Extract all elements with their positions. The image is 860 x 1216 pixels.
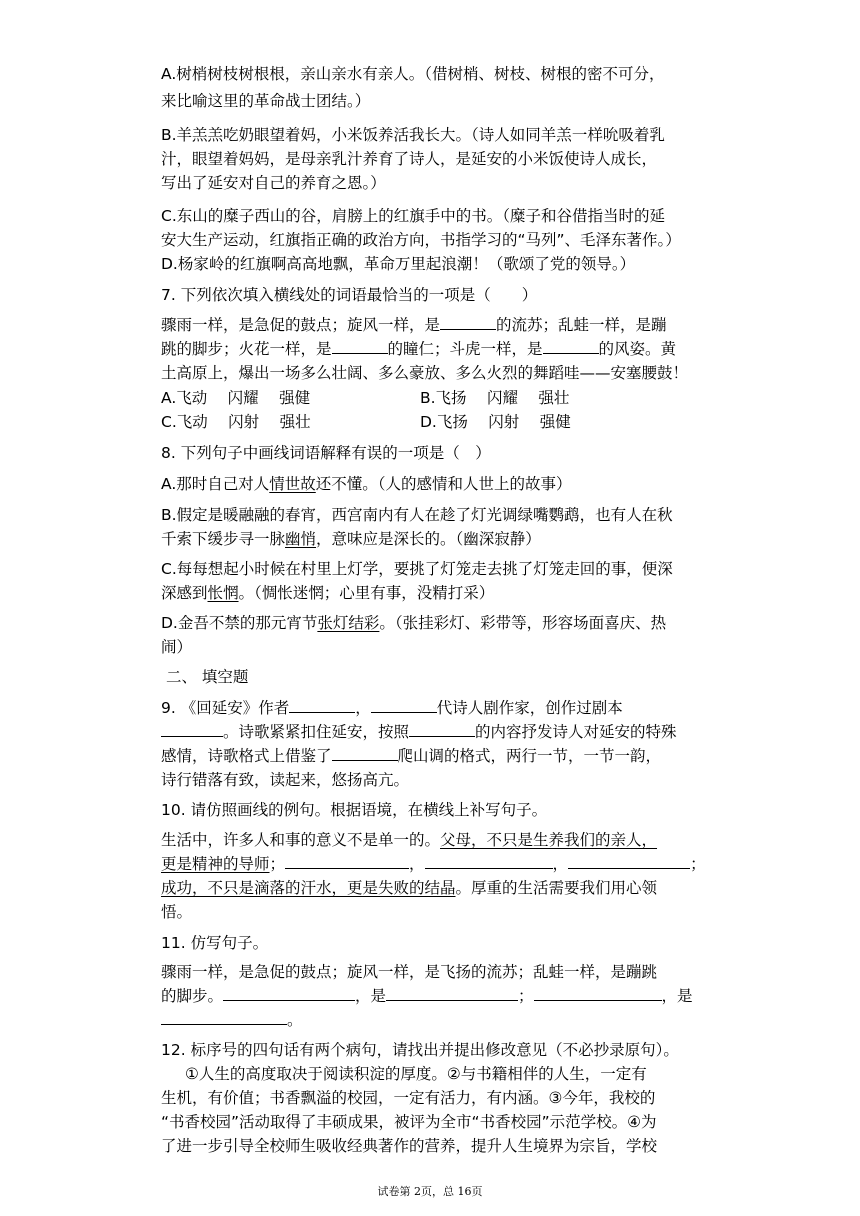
answer-blank[interactable] [332,746,398,761]
question-text: 。 [287,1011,303,1029]
question-text: 的脚步。 [161,987,224,1005]
answer-blank[interactable] [285,854,409,869]
question-11-line [161,1009,721,1031]
question-10-line [161,829,721,851]
question-text: 代诗人剧作家，创作过剧本 [436,699,623,717]
underlined-word: 怅惘 [207,584,239,602]
page-footer: 试卷第 2页，总 16页 [377,1185,483,1198]
option-b-line: B.假定是暖融融的春宵，西宫南内有人在趁了灯光调绿嘴鹦鹉，也有人在秋 [161,506,673,524]
option-text: D.金吾不禁的那元宵节 [161,614,318,632]
option-a-line: 来比喻这里的革命战士团结。） [161,92,371,110]
choice-b[interactable]: B.飞扬 闪耀 强壮 [420,389,570,407]
choice-c[interactable]: C.飞动 闪射 强壮 [161,413,311,431]
question-7-stem: 7. 下列依次填入横线处的词语最恰当的一项是（ ） [161,286,538,304]
question-7-passage [161,338,721,360]
question-9-line: 诗行错落有致，读起来，悠扬高亢。 [161,771,410,789]
question-11-line [161,985,721,1007]
answer-blank[interactable] [161,722,223,737]
passage-text: 的流苏；乱蛙一样，是蹦 [496,316,667,334]
option-text: 千索下缓步寻一脉 [161,530,286,548]
question-12-line: ①人生的高度取决于阅读积淀的厚度。②与书籍相伴的人生，一定有 [185,1065,647,1083]
question-9-line [161,697,721,719]
question-10-stem: 10. 请仿照画线的例句。根据语境，在横线上补写句子。 [161,801,548,819]
option-a-line: A.树梢树枝树根根，亲山亲水有亲人。（借树梢、树枝、树根的密不可分， [161,65,665,83]
underlined-word: 张灯结彩 [317,614,380,632]
passage-text: 骤雨一样，是急促的鼓点；旋风一样，是 [161,316,441,334]
example-sentence: 父母，不只是生养我们的亲人， [440,831,658,849]
option-c-line [161,582,721,604]
passage-text: 的瞳仁；斗虎一样，是 [387,340,543,358]
option-text: 。（张挂彩灯、彩带等，形容场面喜庆、热 [379,614,667,632]
question-text: 9. 《回延安》作者 [161,699,290,717]
option-d-line: 闹） [161,638,193,656]
option-c-line: C.东山的糜子西山的谷，肩膀上的红旗手中的书。（糜子和谷借指当时的延 [161,207,666,225]
example-sentence: 成功，不只是滴落的汗水，更是失败的结晶 [161,879,456,897]
question-text: ； [269,855,286,873]
option-c-line: 安大生产运动，红旗指正确的政治方向，书指学习的“马列”、毛泽东著作。） [161,231,681,249]
question-10-line [161,877,721,899]
question-11-stem: 11. 仿写句子。 [161,934,269,952]
question-text: ，是 [661,987,693,1005]
answer-blank[interactable] [534,986,662,1001]
underlined-word: 幽悄 [285,530,317,548]
question-12-line: “书香校园”活动取得了丰硕成果，被评为全市“书香校园”示范学校。④为 [161,1113,657,1131]
choice-a[interactable]: A.飞动 闪耀 强健 [161,389,311,407]
answer-blank[interactable] [161,1010,287,1025]
section-heading: 二、 填空题 [166,668,249,686]
question-text: 的内容抒发诗人对延安的特殊 [475,723,677,741]
question-7-passage: 土高原上，爆出一场多么壮阔、多么豪放、多么火烈的舞蹈哇——安塞腰鼓！ [161,364,689,382]
question-text: ， [409,855,425,873]
question-text: ， [355,699,371,717]
question-text: 生活中，许多人和事的意义不是单一的。 [161,831,441,849]
question-7-passage [161,314,721,336]
answer-blank[interactable] [543,339,599,354]
question-text: 爬山调的格式，两行一节，一节一韵， [397,747,662,765]
answer-blank[interactable] [371,698,437,713]
question-text: ； [518,987,534,1005]
question-9-line [161,745,721,767]
option-text: 深感到 [161,584,208,602]
example-sentence: 更是精神的导师 [161,855,270,873]
question-12-line: 了进一步引导全校师生吸收经典著作的营养，提升人生境界为宗旨，学校 [161,1137,658,1155]
answer-blank[interactable] [289,698,355,713]
underlined-word: 情世故 [269,475,316,493]
option-d-line [161,612,721,634]
question-text: 。诗歌紧紧扣住延安，按照 [223,723,410,741]
option-b-line: 写出了延安对自己的养育之恩。） [161,174,386,192]
question-9-line [161,721,721,743]
question-8-stem: 8. 下列句子中画线词语解释有误的一项是（ ） [161,444,491,462]
option-c-line: C.每每想起小时候在村里上灯学，要挑了灯笼走去挑了灯笼走回的事，便深 [161,560,673,578]
question-10-line: 悟。 [161,903,193,921]
question-text: ，是 [355,987,387,1005]
answer-blank[interactable] [223,986,355,1001]
question-text: 感情，诗歌格式上借鉴了 [161,747,332,765]
question-text: 。厚重的生活需要我们用心领 [455,879,658,897]
answer-blank[interactable] [440,315,496,330]
option-d-line: D.杨家岭的红旗啊高高地飘，革命万里起浪潮！（歌颂了党的领导。） [161,255,636,273]
question-text: ； [690,855,706,873]
option-b-line [161,528,721,550]
answer-blank[interactable] [425,854,553,869]
option-b-line: B.羊羔羔吃奶眼望着妈，小米饭养活我长大。（诗人如同羊羔一样吮吸着乳 [161,126,665,144]
question-text: ， [552,855,569,873]
answer-blank[interactable] [409,722,475,737]
answer-blank[interactable] [332,339,388,354]
question-11-line: 骤雨一样，是急促的鼓点；旋风一样，是飞扬的流苏；乱蛙一样，是蹦跳 [161,963,658,981]
choice-d[interactable]: D.飞扬 闪射 强健 [420,413,571,431]
answer-blank[interactable] [386,986,518,1001]
option-a-line [161,473,721,495]
question-10-line [161,853,721,875]
option-text: 还不懂。（人的感情和人世上的故事） [315,475,572,493]
question-12-line: 生机，有价值；书香飘溢的校园，一定有活力，有内涵。③今年，我校的 [161,1089,656,1107]
passage-text: 的风姿。黄 [598,340,677,358]
option-text: A.那时自己对人 [161,475,270,493]
answer-blank[interactable] [568,854,690,869]
option-text: ，意味应是深长的。（幽深寂静） [316,530,541,548]
passage-text: 跳的脚步；火花一样，是 [161,340,332,358]
question-12-stem: 12. 标序号的四句话有两个病句，请找出并提出修改意见（不必抄录原句）。 [161,1041,679,1059]
option-text: 。（惆怅迷惘；心里有事，没精打采） [238,584,495,602]
option-b-line: 汁，眼望着妈妈，是母亲乳汁养育了诗人，是延安的小米饭使诗人成长， [161,150,658,168]
